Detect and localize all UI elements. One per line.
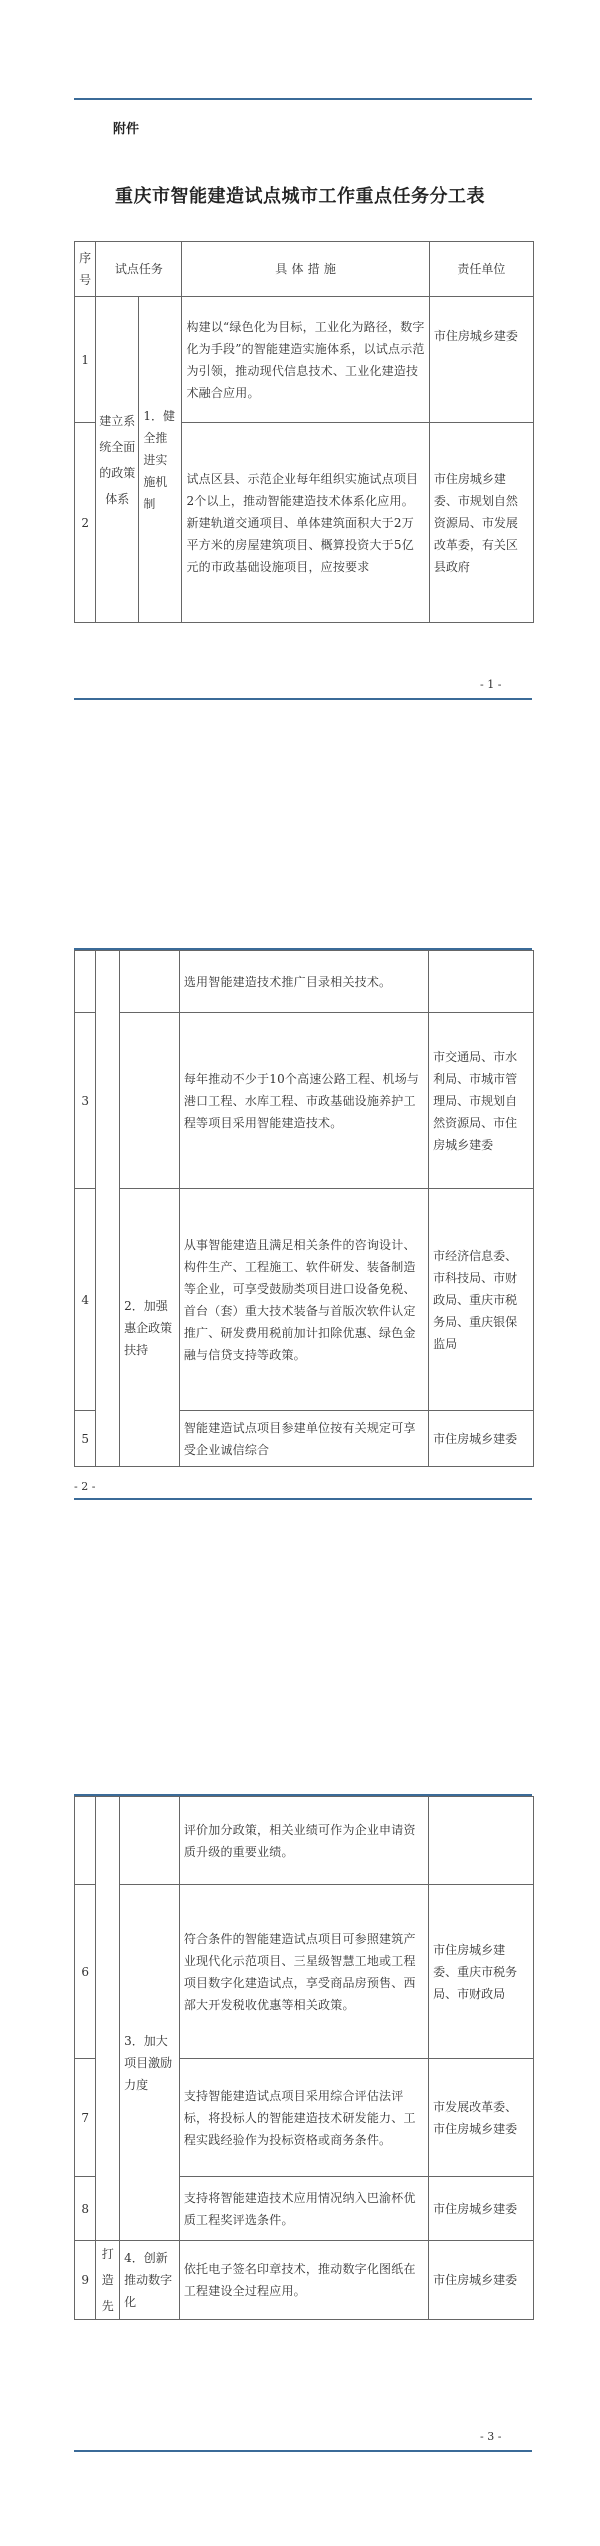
page-3 — [0, 1700, 600, 2546]
page-number: - 3 - — [480, 2430, 502, 2443]
measures-cell: 支持智能建造试点项目采用综合评估法评标，将投标人的智能建造技术研发能力、工程实践经验作为投标资格或商务条件。 — [179, 2059, 428, 2177]
unit-cell: 市发展改革委、市住房城乡建委 — [429, 2059, 534, 2177]
unit-cell: 市住房城乡建委 — [429, 2241, 534, 2320]
row-number — [75, 1797, 96, 1885]
measures-cell: 试点区县、示范企业每年组织实施试点项目2个以上，推动智能建造技术体系化应用。新建轨道交通项目、单体建筑面积大于2万平方米的房屋建筑项目、概算投资大于5亿元的市政基础设施项目，应按要求 — [182, 423, 429, 623]
page-2 — [0, 880, 600, 1640]
task-group-cell — [96, 951, 120, 1467]
row-number: 8 — [75, 2177, 96, 2241]
page-number: - 1 - — [480, 678, 502, 691]
unit-cell: 市住房城乡建委 — [429, 1411, 534, 1467]
row-number: 7 — [75, 2059, 96, 2177]
sub-task-cell — [120, 951, 180, 1013]
row-number: 5 — [75, 1411, 96, 1467]
sub-task-cell — [120, 1797, 180, 1885]
measures-cell: 支持将智能建造技术应用情况纳入巴渝杯优质工程奖评选条件。 — [179, 2177, 428, 2241]
header-measures: 具 体 措 施 — [182, 242, 429, 297]
measures-cell: 评价加分政策，相关业绩可作为企业申请资质升级的重要业绩。 — [179, 1797, 428, 1885]
sub-task-cell: 4．创新推动数字化 — [120, 2241, 180, 2320]
row-number: 1 — [75, 297, 96, 423]
task-group-cell: 打造先 — [96, 2241, 120, 2320]
table-row — [75, 2241, 534, 2320]
sub-task-cell: 2．加强惠企政策扶持 — [120, 1189, 180, 1467]
unit-cell: 市住房城乡建委 — [429, 2177, 534, 2241]
measures-cell: 智能建造试点项目参建单位按有关规定可享受企业诚信综合 — [179, 1411, 428, 1467]
unit-cell — [429, 951, 534, 1013]
unit-cell: 市经济信息委、市科技局、市财政局、重庆市税务局、重庆银保监局 — [429, 1189, 534, 1411]
measures-cell: 选用智能建造技术推广目录相关技术。 — [179, 951, 428, 1013]
table-row — [75, 297, 534, 423]
measures-cell: 从事智能建造且满足相关条件的咨询设计、构件生产、工程施工、软件研发、装备制造等企业，可享受鼓励类项目进口设备免税、首台（套）重大技术装备与首版次软件认定推广、研发费用税前加计扣除优惠、绿色金融与信贷支持等政策。 — [179, 1189, 428, 1411]
footer-rule — [74, 1498, 532, 1500]
table-row — [75, 951, 534, 1013]
row-number: 9 — [75, 2241, 96, 2320]
page-1 — [0, 0, 600, 790]
row-number: 4 — [75, 1189, 96, 1411]
table-row — [75, 1013, 534, 1189]
table-row — [75, 1189, 534, 1411]
header-task: 试点任务 — [96, 242, 182, 297]
task-table-page-2 — [74, 950, 534, 1467]
table-row — [75, 1797, 534, 1885]
unit-cell — [429, 1797, 534, 1885]
row-number — [75, 951, 96, 1013]
unit-cell: 市住房城乡建委 — [429, 297, 533, 423]
measures-cell: 符合条件的智能建造试点项目可参照建筑产业现代化示范项目、三星级智慧工地或工程项目数字化建造试点，享受商品房预售、西部大开发税收优惠等相关政策。 — [179, 1885, 428, 2059]
sub-task-cell — [120, 1013, 180, 1189]
header-no: 序号 — [75, 242, 96, 297]
sub-task-cell: 3．加大项目激励力度 — [120, 1885, 180, 2241]
task-group-cell — [96, 1797, 120, 2241]
unit-cell: 市交通局、市水利局、市城市管理局、市规划自然资源局、市住房城乡建委 — [429, 1013, 534, 1189]
measures-cell: 依托电子签名印章技术，推动数字化图纸在工程建设全过程应用。 — [179, 2241, 428, 2320]
footer-rule — [74, 2450, 532, 2452]
task-group-cell: 建立系统全面的政策体系 — [96, 297, 139, 623]
table-row — [75, 1885, 534, 2059]
row-number: 3 — [75, 1013, 96, 1189]
task-table-page-1 — [74, 241, 534, 623]
header-rule — [74, 98, 532, 100]
sub-task-cell: 1．健全推进实施机制 — [139, 297, 182, 623]
page-number: - 2 - — [74, 1480, 96, 1493]
task-table-page-3 — [74, 1796, 534, 2320]
unit-cell: 市住房城乡建委、重庆市税务局、市财政局 — [429, 1885, 534, 2059]
unit-cell: 市住房城乡建委、市规划自然资源局、市发展改革委，有关区县政府 — [429, 423, 533, 623]
table-header-row — [75, 242, 534, 297]
attachment-label: 附件 — [113, 122, 140, 137]
row-number: 6 — [75, 1885, 96, 2059]
footer-rule — [74, 698, 532, 700]
page-title: 重庆市智能建造试点城市工作重点任务分工表 — [115, 186, 485, 207]
measures-cell: 构建以“绿色化为目标，工业化为路径，数字化为手段”的智能建造实施体系，以试点示范为引领，推动现代信息技术、工业化建造技术融合应用。 — [182, 297, 429, 423]
header-unit: 责任单位 — [429, 242, 533, 297]
row-number: 2 — [75, 423, 96, 623]
measures-cell: 每年推动不少于10个高速公路工程、机场与港口工程、水库工程、市政基础设施养护工程等项目采用智能建造技术。 — [179, 1013, 428, 1189]
